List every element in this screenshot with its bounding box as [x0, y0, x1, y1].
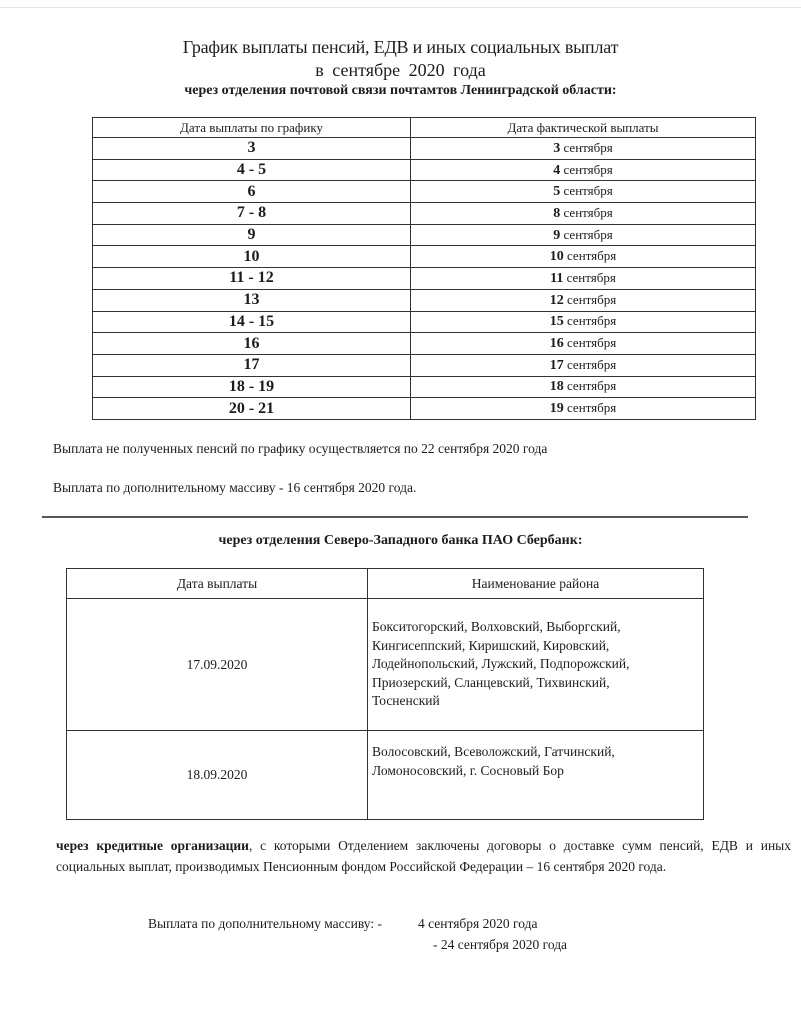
actual-month: сентября — [567, 400, 617, 416]
table-row — [93, 333, 756, 355]
table-row — [67, 599, 704, 731]
actual-month: сентября — [567, 248, 617, 264]
table-row — [93, 289, 756, 311]
actual-month: сентября — [567, 378, 617, 394]
extra-array-date-2: - 24 сентября 2020 года — [433, 937, 568, 952]
actual-day: 8 — [553, 205, 561, 221]
actual-month: сентября — [563, 183, 613, 199]
actual-day: 10 — [549, 249, 564, 265]
actual-date-cell — [411, 203, 756, 225]
credit-lead-bold: через кредитные организации — [56, 838, 249, 853]
actual-day: 4 — [553, 162, 561, 178]
credit-organizations-paragraph — [56, 835, 791, 877]
extra-array-date-1: 4 сентября 2020 года — [418, 916, 538, 931]
scheduled-date-cell: 7 - 8 — [93, 203, 411, 225]
actual-month: сентября — [567, 356, 617, 372]
actual-date-cell — [411, 138, 756, 160]
scheduled-date-cell: 16 — [93, 333, 411, 355]
scheduled-date-cell: 11 - 12 — [93, 268, 411, 290]
actual-month: сентября — [563, 161, 613, 177]
header-payment-date: Дата выплаты — [67, 569, 368, 599]
actual-day: 12 — [549, 292, 564, 308]
actual-day: 11 — [550, 270, 564, 286]
actual-month: сентября — [567, 291, 617, 307]
table-header-row — [67, 569, 704, 599]
actual-date-cell — [411, 181, 756, 203]
table-row — [93, 354, 756, 376]
table-row — [93, 203, 756, 225]
actual-month: сентября — [563, 139, 613, 155]
section-divider — [42, 516, 748, 518]
actual-day: 17 — [549, 357, 564, 373]
credit-text: , с которыми Отделением заключены договоры о доставке сумм пенсий, ЕДВ и иных социальных выплат, производимых Пенсионным фондом Российской Федерации – 16 сентября 2020 года. — [56, 838, 791, 874]
table-row — [67, 731, 704, 820]
scheduled-date-cell: 20 - 21 — [93, 398, 411, 420]
table-row — [93, 376, 756, 398]
table-row — [93, 398, 756, 420]
extra-array-label: Выплата по дополнительному массиву: - — [148, 916, 382, 931]
actual-date-cell — [411, 333, 756, 355]
district-line: Ломоносовский, г. Сосновый Бор — [372, 762, 564, 778]
actual-date-cell — [411, 224, 756, 246]
table-row — [93, 268, 756, 290]
scheduled-date-cell: 13 — [93, 289, 411, 311]
actual-day: 16 — [549, 336, 564, 352]
district-line: Волосовский, Всеволожский, Гатчинский, — [372, 744, 615, 759]
document-title-period: в сентябре 2020 года — [315, 60, 486, 80]
table-row — [93, 138, 756, 160]
bank-section-subtitle: через отделения Северо-Западного банка ПАО Сбербанк: — [218, 533, 583, 548]
actual-date-cell — [411, 268, 756, 290]
district-line: Тосненский — [372, 693, 440, 709]
actual-day: 3 — [553, 140, 561, 156]
table-row — [93, 224, 756, 246]
actual-date-cell — [411, 398, 756, 420]
actual-date-cell — [411, 159, 756, 181]
actual-date-cell — [411, 311, 756, 333]
actual-month: сентября — [566, 269, 616, 285]
actual-month: сентября — [563, 204, 613, 220]
note-unreceived-pensions: Выплата не полученных пенсий по графику осуществляется по 22 сентября 2020 года — [53, 441, 548, 456]
header-scheduled-date: Дата выплаты по графику — [93, 118, 411, 138]
scheduled-date-cell: 9 — [93, 224, 411, 246]
note-additional-array: Выплата по дополнительному массиву - 16 сентября 2020 года. — [53, 480, 417, 495]
actual-day: 18 — [549, 379, 564, 395]
post-schedule-table — [92, 117, 756, 420]
document-title: График выплаты пенсий, ЕДВ и иных социальных выплат — [182, 37, 619, 57]
scheduled-date-cell: 18 - 19 — [93, 376, 411, 398]
scheduled-date-cell: 10 — [93, 246, 411, 268]
bank-schedule-table — [66, 568, 704, 820]
table-header-row — [93, 118, 756, 138]
actual-date-cell — [411, 376, 756, 398]
payment-date-cell: 17.09.2020 — [67, 599, 368, 731]
actual-month: сентября — [567, 313, 617, 329]
scheduled-date-cell: 6 — [93, 181, 411, 203]
table-row — [93, 159, 756, 181]
table-row — [93, 181, 756, 203]
table-row — [93, 311, 756, 333]
actual-day: 19 — [549, 401, 564, 417]
payment-date-cell: 18.09.2020 — [67, 731, 368, 820]
district-list-cell — [368, 599, 704, 731]
district-line: Кингисеппский, Киришский, Кировский, — [372, 637, 610, 653]
district-list-cell — [368, 731, 704, 820]
scheduled-date-cell: 4 - 5 — [93, 159, 411, 181]
actual-month: сентября — [567, 335, 617, 351]
header-actual-date: Дата фактической выплаты — [411, 118, 756, 138]
scheduled-date-cell: 14 - 15 — [93, 311, 411, 333]
table-row — [93, 246, 756, 268]
actual-date-cell — [411, 354, 756, 376]
actual-month: сентября — [563, 226, 613, 242]
actual-day: 15 — [549, 314, 564, 330]
actual-date-cell — [411, 246, 756, 268]
actual-day: 9 — [553, 227, 561, 243]
district-line: Бокситогорский, Волховский, Выборгский, — [372, 619, 621, 635]
post-section-subtitle: через отделения почтовой связи почтамтов Ленинградской области: — [184, 83, 617, 98]
district-line: Лодейнопольский, Лужский, Подпорожский, — [372, 656, 630, 672]
top-edge-rule — [0, 7, 801, 8]
scheduled-date-cell: 3 — [93, 138, 411, 160]
header-district-name: Наименование района — [368, 569, 704, 599]
scheduled-date-cell: 17 — [93, 354, 411, 376]
actual-day: 5 — [553, 184, 561, 200]
actual-date-cell — [411, 289, 756, 311]
district-line: Приозерский, Сланцевский, Тихвинский, — [372, 674, 610, 690]
